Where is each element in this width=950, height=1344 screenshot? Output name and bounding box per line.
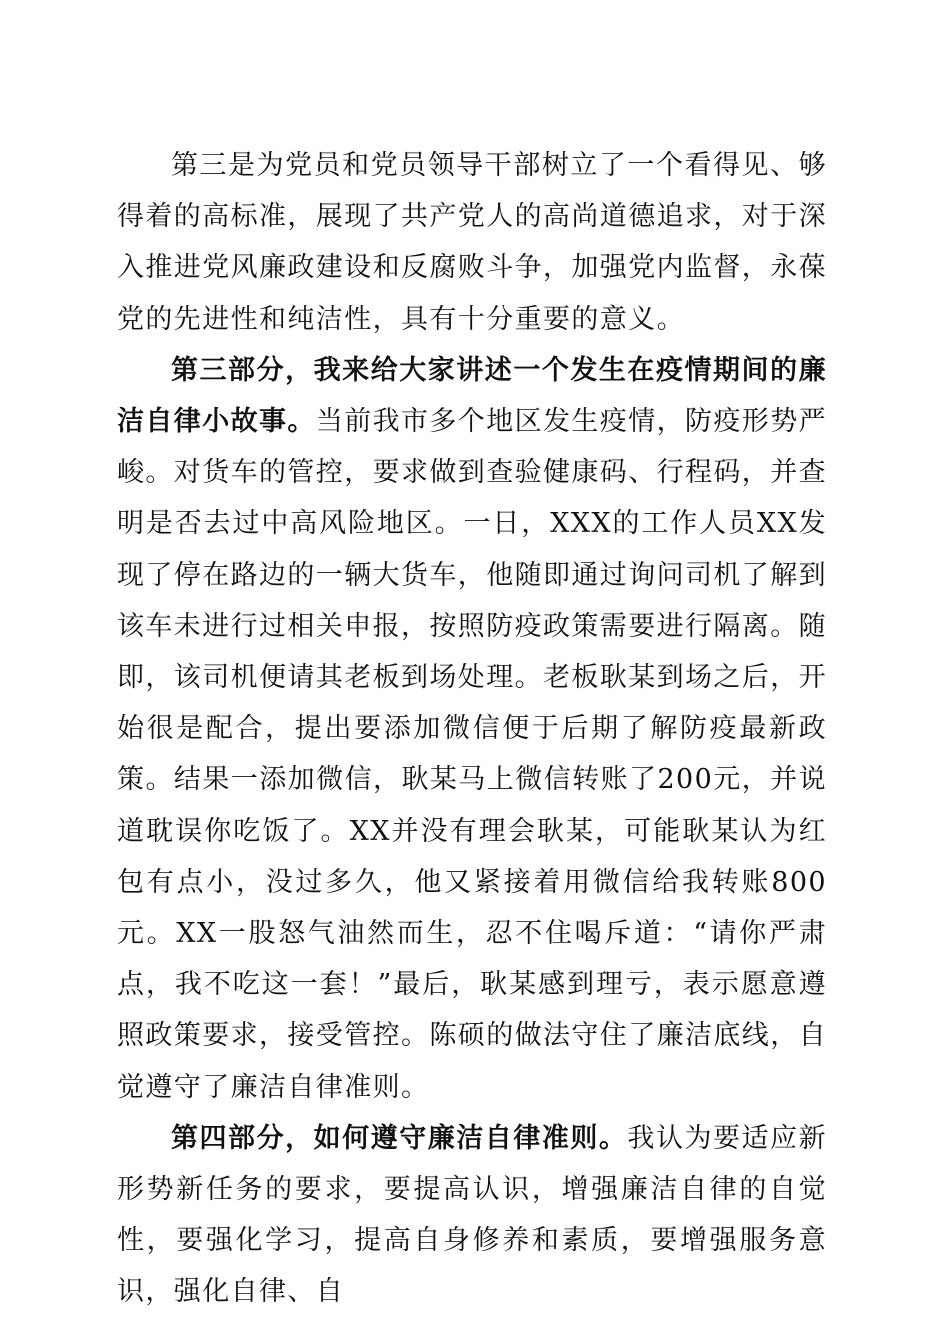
paragraph-1-text: 第三是为党员和党员领导干部树立了一个看得见、够得着的高标准，展现了共产党人的高尚道德追求，对于深入推进党风廉政建设和反腐败斗争，加强党内监督，永葆党的先进性和纯洁性，具有十分重要的意义。 (117, 150, 827, 335)
paragraph-3 (117, 1113, 827, 1318)
paragraph-1 (117, 140, 827, 345)
paragraph-2 (117, 345, 827, 1113)
paragraph-2-text: 当前我市多个地区发生疫情，防疫形势严峻。对货车的管控，要求做到查验健康码、行程码，并查明是否去过中高风险地区。一日，XXX的工作人员XX发现了停在路边的一辆大货车，他随即通过询问司机了解到该车未进行过相关申报，按照防疫政策需要进行隔离。随即，该司机便请其老板到场处理。老板耿某到场之后，开始很是配合，提出要添加微信便于后期了解防疫最新政策。结果一添加微信，耿某马上微信转账了200元，并说道耽误你吃饭了。XX并没有理会耿某，可能耿某认为红包有点小，没过多久，他又紧接着用微信给我转账800元。XX一股怒气油然而生，忍不住喝斥道：“请你严肃点，我不吃这一套！”最后，耿某感到理亏，表示愿意遵照政策要求，接受管控。陈硕的做法守住了廉洁底线，自觉遵守了廉洁自律准则。 (117, 406, 828, 1103)
document-page (117, 140, 827, 1318)
paragraph-3-text: 我认为要适应新形势新任务的要求，要提高认识，增强廉洁自律的自觉性，要强化学习，提高自身修养和素质，要增强服务意识，强化自律、自 (117, 1122, 827, 1308)
paragraph-2-lead: 第三部分，我来给大家讲述一个发生在疫情期间的廉洁自律小故事。 (117, 354, 827, 438)
paragraph-3-lead: 第四部分，如何遵守廉洁自律准则。 (171, 1122, 628, 1154)
